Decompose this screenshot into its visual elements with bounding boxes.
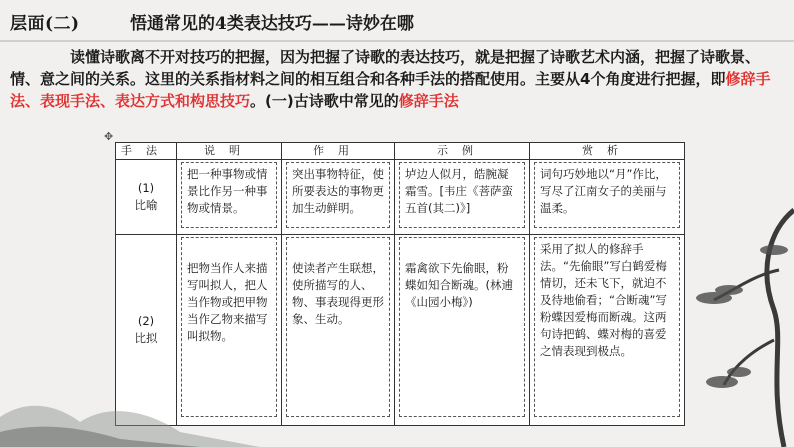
appreciation-text: 采用了拟人的修辞手法。“先偷眼”写白鹤爱梅情切，还未飞下，就迫不及待地偷看；“合断魂”写粉蝶因爱梅而断魂。这两句诗把鹤、蝶对梅的喜爱之情表现到极点。 xyxy=(534,237,680,417)
example-cell xyxy=(395,235,530,426)
table-header-row xyxy=(116,143,685,160)
section-level-label: 层面(二) xyxy=(10,14,80,34)
method-name: 比拟 xyxy=(134,331,158,345)
pine-branch-decoration-icon xyxy=(674,150,794,447)
table-move-handle-icon[interactable]: ✥ xyxy=(104,130,114,143)
intro-text-2: 。(一)古诗歌中常见的 xyxy=(250,92,399,110)
title-bar xyxy=(0,0,794,40)
appreciation-cell xyxy=(530,160,685,235)
effect-text: 突出事物特征，使所要表达的事物更加生动鲜明。 xyxy=(286,162,390,228)
intro-paragraph xyxy=(10,46,785,112)
header-example: 示例 xyxy=(395,143,530,160)
appreciation-cell xyxy=(530,235,685,426)
header-method: 手法 xyxy=(116,143,177,160)
appreciation-text: 词句巧妙地以“月”作比，写尽了江南女子的美丽与温柔。 xyxy=(534,162,680,228)
example-text: 霜禽欲下先偷眼，粉蝶如知合断魂。(林逋《山园小梅》) xyxy=(399,237,525,417)
method-name: 比喻 xyxy=(134,198,158,212)
description-cell xyxy=(177,160,282,235)
method-number: (1) xyxy=(137,181,155,195)
intro-text-1: 读懂诗歌离不开对技巧的把握，因为把握了诗歌的表达技巧，就是把握了诗歌艺术内涵，把握了诗歌景、情、意之间的关系。这里的关系指材料之间的相互组合和各种手法的搭配使用。主要从4个角度进行把握，即 xyxy=(10,48,761,88)
header-effect: 作用 xyxy=(282,143,395,160)
page-title: 悟通常见的4类表达技巧——诗妙在哪 xyxy=(130,14,414,34)
title-divider xyxy=(0,40,794,42)
description-text: 把一种事物或情景比作另一种事物或情景。 xyxy=(181,162,277,228)
description-text: 把物当作人来描写叫拟人，把人当作物或把甲物当作乙物来描写叫拟物。 xyxy=(181,237,277,417)
example-cell xyxy=(395,160,530,235)
intro-highlight-techniques: 修辞手法、表现手法、表达方式和构思技巧 xyxy=(10,70,771,110)
header-description: 说明 xyxy=(177,143,282,160)
header-appreciation: 赏析 xyxy=(530,143,685,160)
intro-highlight-rhetoric: 修辞手法 xyxy=(398,92,459,110)
mountain-decoration-icon xyxy=(0,377,260,447)
example-text: 垆边人似月，皓腕凝霜雪。[韦庄《菩萨蛮五首(其二)》] xyxy=(399,162,525,228)
effect-cell xyxy=(282,235,395,426)
method-cell xyxy=(116,160,177,235)
table-row xyxy=(116,160,685,235)
effect-cell xyxy=(282,160,395,235)
effect-text: 使读者产生联想，使所描写的人、物、事表现得更形象、生动。 xyxy=(286,237,390,417)
method-number: (2) xyxy=(137,314,155,328)
